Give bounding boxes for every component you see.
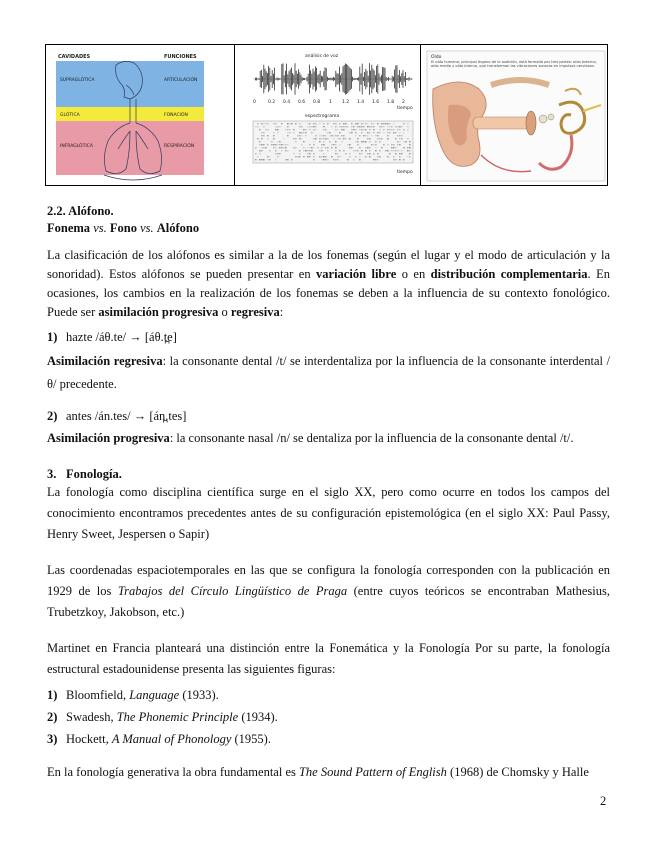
figure-spectrogram bbox=[234, 45, 420, 185]
xlabel-top: tiempo bbox=[397, 106, 413, 111]
label-asim-regresiva: Asimilación regresiva bbox=[47, 354, 163, 368]
figure-ear-anatomy bbox=[420, 45, 607, 185]
tick-9: 1.8 bbox=[387, 100, 395, 105]
list-item: 1) Bloomfield, Language (1933). bbox=[47, 688, 219, 702]
ear-caption: El oído humano, principal órgano de la audición, está formado por tres partes: oído externo, oído medio y oído interno, que transforman las vibraciones sonoras en impulsos nerviosos. bbox=[431, 60, 597, 68]
example-2 bbox=[47, 407, 610, 426]
sub-vs-2: vs. bbox=[140, 221, 154, 235]
xlabel-bottom: tiempo bbox=[397, 170, 413, 175]
section-3-number: 3. bbox=[47, 467, 57, 481]
tick-2: 0.4 bbox=[283, 100, 291, 105]
subheading-comparison bbox=[47, 219, 610, 238]
tick-4: 0.8 bbox=[313, 100, 321, 105]
tick-3: 0.6 bbox=[298, 100, 306, 105]
figure-table bbox=[45, 44, 608, 186]
row-supra-left: SUPRAGLÓTICA bbox=[60, 78, 95, 83]
row-supra-right: ARTICULACIÓN bbox=[164, 78, 198, 83]
tick-1: 0.2 bbox=[268, 100, 276, 105]
figure-vocal-cavities bbox=[46, 45, 234, 185]
example-1-text: hazte /áθ.te/ → [áθ.t̪e] bbox=[66, 330, 177, 344]
paragraph-fonologia-3: Martinet en Francia planteará una distinción entre la Fonemática y la Fonología Por su parte, la fonología estructural estadounidense presenta las siguientes figuras: bbox=[47, 641, 610, 676]
term-distribucion: distribución complementaria bbox=[430, 267, 588, 281]
list-structural-authors bbox=[47, 684, 610, 750]
col-right-label: FUNCIONES bbox=[164, 54, 197, 60]
row-glot-left: GLÓTICA bbox=[60, 113, 80, 118]
term-asim-progresiva: asimilación progresiva bbox=[98, 305, 219, 319]
example-1 bbox=[47, 328, 610, 347]
heading-fonologia: Fonología. bbox=[66, 467, 122, 481]
example-2-text: antes /án.tes/ → [án̪.tes] bbox=[66, 409, 187, 423]
sub-alofono: Alófono bbox=[156, 221, 200, 235]
paragraph-alofonos: La clasificación de los alófonos es similar a la de los fonemas (según el lugar y el modo de articulación y la sonoridad). Estos alófonos se pueden presentar en variación libre o en distribución complementaria. En ocasiones, los cambios en la realización de los fonemas se deben a la influencia de su contexto fonológico. Puede ser asimilación progresiva o regresiva: bbox=[47, 248, 610, 319]
col-left-label: CAVIDADES bbox=[58, 54, 91, 60]
tick-10: 2 bbox=[402, 100, 405, 105]
page-number: 2 bbox=[600, 794, 607, 808]
sub-fonema: Fonema bbox=[47, 221, 91, 235]
example-1-number: 1) bbox=[47, 330, 58, 344]
spectrogram-title: espectrograma bbox=[305, 114, 340, 119]
heading-alofono: 2.2. Alófono. bbox=[47, 204, 114, 218]
example-2-number: 2) bbox=[47, 409, 58, 423]
sub-fono: Fono bbox=[109, 221, 137, 235]
title-sound-pattern: The Sound Pattern of English bbox=[298, 765, 447, 779]
term-regresiva: regresiva bbox=[230, 305, 280, 319]
tick-6: 1.2 bbox=[342, 100, 350, 105]
paragraph-fonologia-1: La fonología como disciplina científica surge en el siglo XX, pero como ocurre en todos los campos del conocimiento encontramos precedentes antes de su configuración epistemológica (en el siglo XX: Paul Passy, Henry Sweet, Jespersen o Sapir) bbox=[47, 485, 610, 541]
paragraph-fonologia-4: En la fonología generativa la obra fundamental es The Sound Pattern of English (1968) de Chomsky y Halle bbox=[47, 765, 589, 779]
sub-vs-1: vs. bbox=[93, 221, 107, 235]
tick-0: 0 bbox=[253, 100, 256, 105]
waveform-title: análisis de voz bbox=[305, 54, 339, 59]
term-variacion-libre: variación libre bbox=[316, 267, 397, 281]
paragraph-fonologia-2: Las coordenadas espaciotemporales en las que se configura la fonología corresponden con la publicación en 1929 de los Trabajos del Círculo Lingüístico de Praga (entre cuyos teóricos se encontraban Mathesius, Trubetzkoy, Jakobson, etc.) bbox=[47, 563, 610, 619]
row-glot-right: FONACIÓN bbox=[164, 113, 188, 118]
list-item: 2) Swadesh, The Phonemic Principle (1934). bbox=[47, 710, 278, 724]
example-1-explanation: Asimilación regresiva: la consonante dental /t/ se interdentaliza por la influencia de la consonante interdental /θ/ precedente. bbox=[47, 354, 610, 391]
title-trabajos-praga: Trabajos del Círculo Lingüístico de Praga bbox=[117, 584, 348, 598]
list-item: 3) Hockett, A Manual of Phonology (1955). bbox=[47, 732, 271, 746]
tick-7: 1.4 bbox=[357, 100, 365, 105]
label-asim-progresiva: Asimilación progresiva bbox=[47, 431, 170, 445]
tick-8: 1.6 bbox=[372, 100, 380, 105]
example-2-explanation: Asimilación progresiva: la consonante nasal /n/ se dentaliza por la influencia de la consonante dental /t/. bbox=[47, 431, 574, 445]
spectrogram-svg bbox=[235, 45, 420, 185]
ear-label: Oído bbox=[431, 55, 442, 60]
tick-5: 1 bbox=[329, 100, 332, 105]
row-infra-right: RESPIRACIÓN bbox=[164, 144, 195, 149]
waveform-ticks bbox=[253, 99, 405, 105]
row-infra-left: INFRAGLÓTICA bbox=[60, 144, 93, 149]
